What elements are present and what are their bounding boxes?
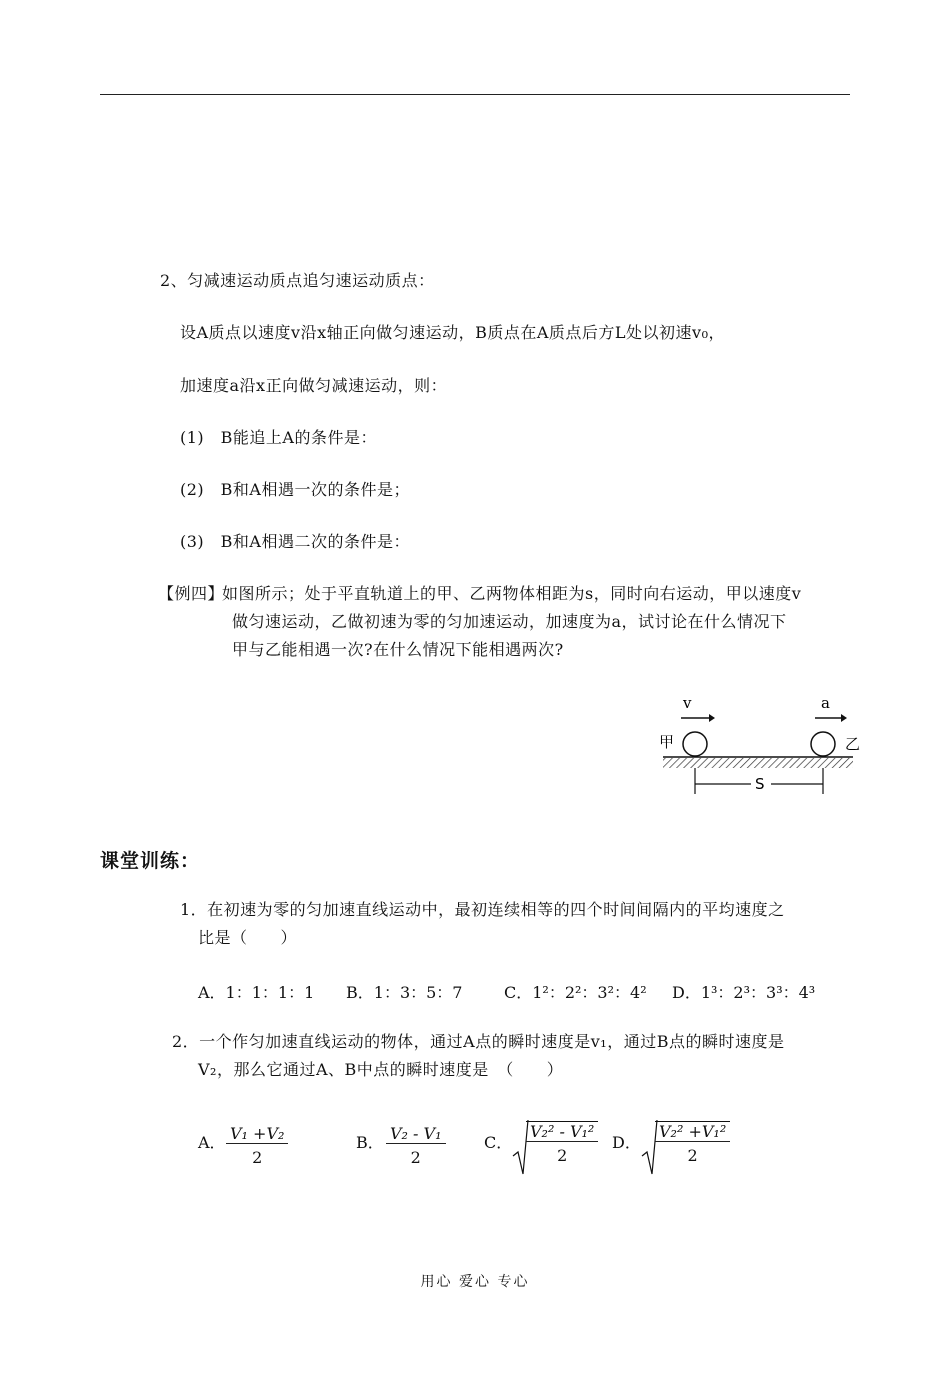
q2-option-a-label: A．	[198, 1133, 226, 1152]
q2-option-c-label: C．	[484, 1133, 513, 1152]
practice-heading: 课堂训练：	[100, 850, 201, 872]
example4-line2: 做匀速运动，乙做初速为零的匀加速运动，加速度为a，试讨论在什么情况下	[232, 612, 787, 631]
object-jia	[683, 732, 707, 756]
section2-title: 2、匀减速运动质点追匀速运动质点：	[160, 271, 435, 290]
example4-line1: 如图所示；处于平直轨道上的甲、乙两物体相距为s，同时向右运动，甲以速度v	[222, 584, 802, 603]
condition-item-1: (1) B能追上A的条件是：	[180, 428, 377, 447]
q2-option-b-label: B．	[356, 1133, 384, 1152]
page-footer: 用心 爱心 专心	[420, 1274, 530, 1290]
q2-option-c-fraction	[526, 1121, 598, 1165]
object-yi-label: 乙	[845, 735, 861, 753]
example4-line3: 甲与乙能相遇一次?在什么情况下能相遇两次?	[232, 640, 564, 659]
question2-line2: V₂，那么它通过A、B中点的瞬时速度是 （ ）	[198, 1060, 564, 1079]
q2-option-c-denominator: 2	[557, 1146, 568, 1165]
section2-para1: 设A质点以速度v沿x轴正向做匀速运动，B质点在A质点后方L处以初速v₀，	[180, 323, 726, 342]
acceleration-label: a	[821, 694, 830, 712]
q1-option-a: A．1：1：1：1	[198, 983, 315, 1002]
acceleration-arrowhead	[841, 714, 847, 722]
example4-tag: 【例四】	[158, 584, 225, 603]
object-jia-label: 甲	[659, 733, 675, 751]
velocity-arrowhead	[709, 714, 715, 722]
q2-option-b-fraction	[386, 1124, 446, 1167]
track-diagram	[655, 690, 865, 800]
q2-option-d-denominator: 2	[687, 1146, 698, 1165]
q2-option-a-numerator: V₁ +V₂	[226, 1124, 288, 1144]
q2-option-d-fraction	[655, 1121, 730, 1165]
q1-option-d: D．1³：2³：3³：4³	[672, 983, 816, 1002]
condition-item-3: (3) B和A相遇二次的条件是：	[180, 532, 410, 551]
condition-item-2: (2) B和A相遇一次的条件是；	[180, 480, 410, 499]
q2-option-a-denominator: 2	[252, 1148, 263, 1167]
question1-line2: 比是（ ）	[198, 928, 298, 947]
velocity-label: v	[683, 694, 692, 712]
question1-line1: 1．在初速为零的匀加速直线运动中，最初连续相等的四个时间间隔内的平均速度之	[180, 900, 785, 919]
q2-option-c-numerator: V₂² - V₁²	[526, 1122, 598, 1142]
distance-label: S	[755, 775, 765, 793]
q2-option-d-label: D．	[612, 1133, 641, 1152]
q2-option-d-numerator: V₂² +V₁²	[655, 1122, 730, 1142]
section2-para2: 加速度a沿x正向做匀减速运动，则：	[180, 376, 448, 395]
header-rule	[100, 94, 850, 95]
q2-option-a-fraction	[226, 1124, 288, 1167]
track-hatching	[663, 758, 853, 768]
q1-option-b: B．1：3：5：7	[346, 983, 463, 1002]
q2-option-b-denominator: 2	[410, 1148, 421, 1167]
object-yi	[811, 732, 835, 756]
question2-line1: 2．一个作匀加速直线运动的物体，通过A点的瞬时速度是v₁，通过B点的瞬时速度是	[172, 1032, 785, 1051]
q1-option-c: C．1²：2²：3²：4²	[504, 983, 647, 1002]
q2-option-b-numerator: V₂ - V₁	[386, 1124, 446, 1144]
